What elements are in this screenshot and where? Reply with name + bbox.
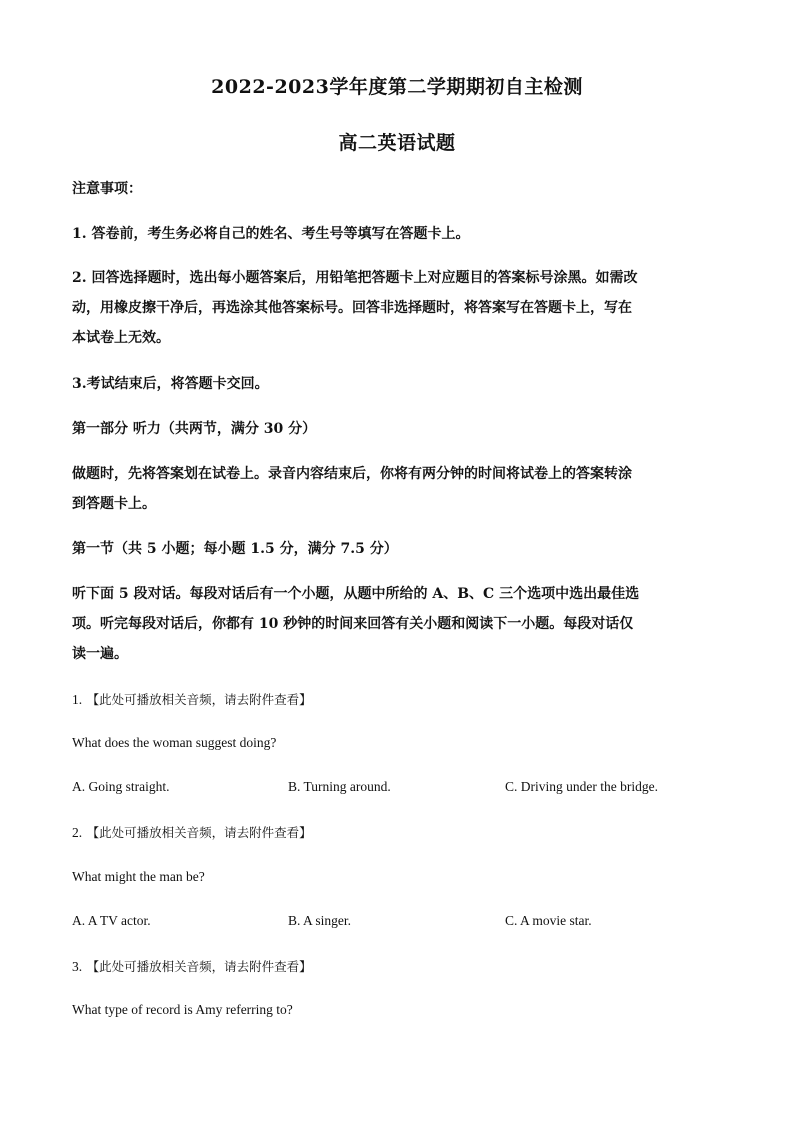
question-2-header (72, 823, 312, 841)
notes-heading: 注意事项： (72, 181, 142, 197)
question-3-header (72, 957, 312, 975)
question-number: 2. (72, 825, 83, 840)
part1-instruction-line-2: 到答题卡上。 (72, 496, 156, 512)
option-b: B. A singer. (288, 913, 352, 928)
note-item-3: 3.考试结束后，将答题卡交回。 (72, 376, 269, 392)
exam-subtitle: 高二英语试题 (338, 132, 456, 154)
question-number: 3. (72, 959, 83, 974)
note-item-2-line-3: 本试卷上无效。 (72, 330, 170, 346)
question-1-header (72, 690, 312, 708)
question-2-options (72, 913, 722, 933)
option-a: A. A TV actor. (72, 913, 151, 928)
section1-instruction-line-2: 项。听完每段对话后，你都有 10 秒钟的时间来回答有关小题和阅读下一小题。每段对话仅 (72, 616, 634, 632)
note-item-2-line-2: 动，用橡皮擦干净后，再选涂其他答案标号。回答非选择题时，将答案写在答题卡上，写在 (72, 300, 632, 316)
question-1-options (72, 779, 722, 799)
exam-title: 2022-2023学年度第二学期期初自主检测 (211, 76, 583, 98)
option-c: C. A movie star. (505, 913, 592, 928)
option-c: C. Driving under the bridge. (505, 779, 658, 794)
audio-note[interactable]: 【此处可播放相关音频，请去附件查看】 (86, 825, 312, 840)
question-1-text: What does the woman suggest doing? (72, 735, 277, 750)
audio-note[interactable]: 【此处可播放相关音频，请去附件查看】 (86, 692, 312, 707)
audio-note[interactable]: 【此处可播放相关音频，请去附件查看】 (86, 959, 312, 974)
section1-instruction-line-3: 读一遍。 (72, 646, 128, 662)
note-item-2-line-1: 2. 回答选择题时，选出每小题答案后，用铅笔把答题卡上对应题目的答案标号涂黑。如需改 (72, 270, 638, 286)
section1-instruction-line-1: 听下面 5 段对话。每段对话后有一个小题，从题中所给的 A、B、C 三个选项中选出最佳选 (72, 586, 640, 602)
question-number: 1. (72, 692, 83, 707)
section1-heading: 第一节（共 5 小题；每小题 1.5 分，满分 7.5 分） (72, 541, 398, 557)
option-a: A. Going straight. (72, 779, 170, 794)
part1-instruction-line-1: 做题时，先将答案划在试卷上。录音内容结束后，你将有两分钟的时间将试卷上的答案转涂 (72, 466, 632, 482)
note-item-1: 1. 答卷前，考生务必将自己的姓名、考生号等填写在答题卡上。 (72, 226, 470, 242)
part1-heading: 第一部分 听力（共两节，满分 30 分） (72, 421, 317, 437)
option-b: B. Turning around. (288, 779, 391, 794)
question-3-text: What type of record is Amy referring to? (72, 1002, 293, 1017)
question-2-text: What might the man be? (72, 869, 205, 884)
